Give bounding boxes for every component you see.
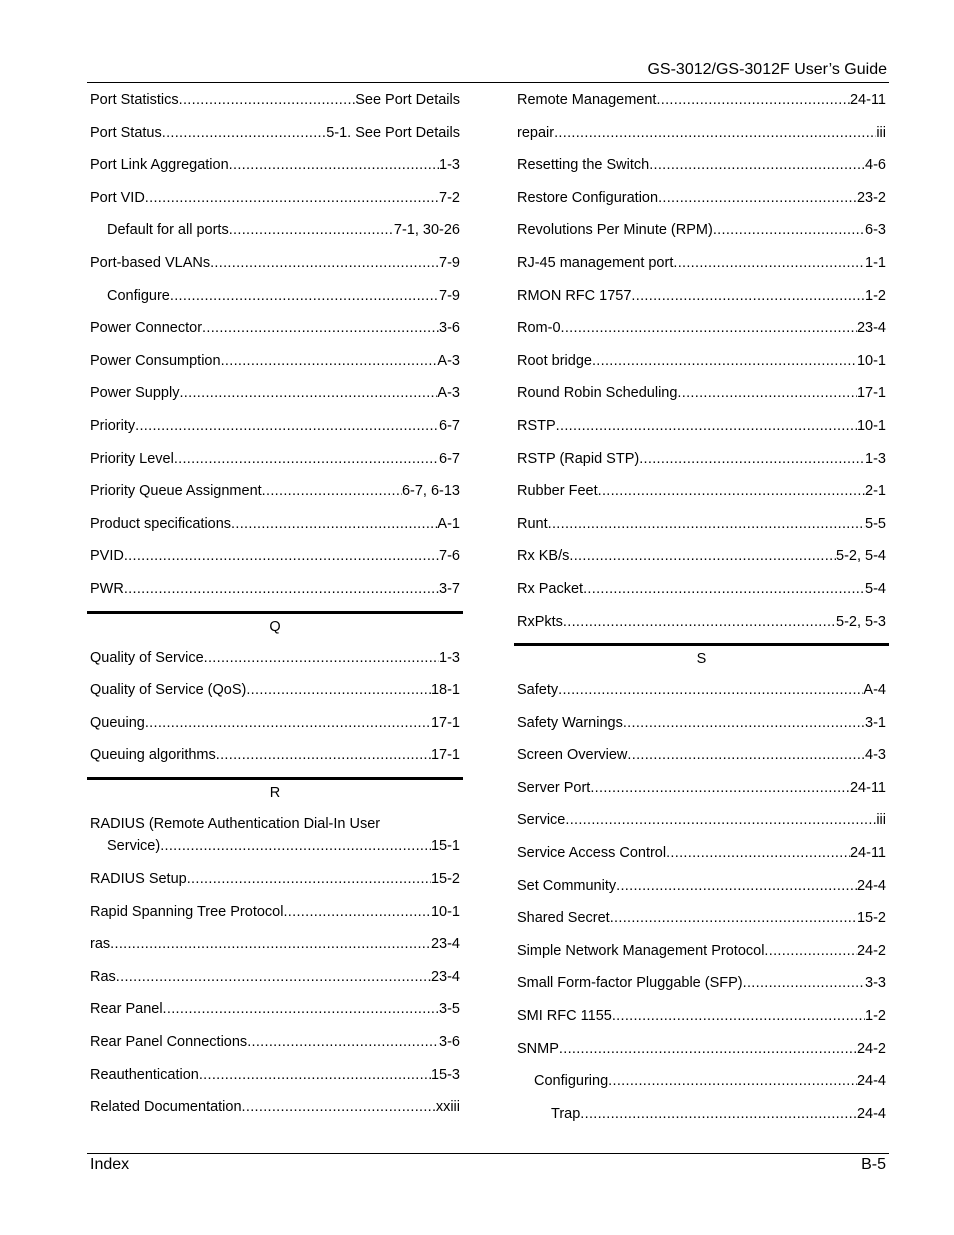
index-entry — [87, 122, 463, 145]
index-term: Priority Queue Assignment — [90, 483, 262, 500]
index-entry — [514, 842, 889, 865]
index-entry — [87, 1064, 463, 1087]
index-entry — [87, 448, 463, 471]
index-term: Rubber Feet — [517, 483, 598, 500]
index-term: Product specifications — [90, 515, 232, 532]
index-page-ref: See Port Details — [355, 92, 460, 108]
index-page-ref: 6-7 — [439, 417, 460, 434]
index-page-ref: iii — [876, 124, 886, 141]
index-entry — [514, 545, 889, 568]
index-term: Rear Panel — [90, 1001, 163, 1018]
index-term: Service — [517, 812, 566, 829]
dot-leader — [580, 1103, 857, 1126]
dot-leader — [199, 1064, 431, 1087]
index-page-ref: 7-9 — [439, 254, 460, 271]
index-term: Shared Secret — [517, 910, 610, 927]
index-entry — [87, 868, 463, 891]
index-group-r-left — [87, 868, 463, 1119]
index-entry — [87, 679, 463, 702]
index-term: Port-based VLANs — [90, 254, 211, 271]
index-term: Rear Panel Connections — [90, 1034, 248, 1051]
section-heading-s: S — [514, 643, 889, 670]
index-page-ref: 24-4 — [856, 1105, 886, 1122]
footer-rule — [87, 1153, 889, 1154]
dot-leader — [608, 1070, 857, 1093]
index-term: Server Port — [517, 779, 591, 796]
index-entry — [514, 1070, 889, 1093]
index-page-ref: A-3 — [437, 352, 460, 369]
index-entry — [87, 647, 463, 670]
dot-leader — [187, 868, 431, 891]
dot-leader — [246, 679, 431, 702]
index-term: Ras — [90, 968, 116, 985]
index-group-q — [87, 647, 463, 767]
index-page-ref: 7-1, 30-26 — [393, 222, 460, 239]
index-page-ref: 5-4 — [865, 580, 886, 597]
dot-leader — [556, 415, 857, 438]
dot-leader — [179, 89, 356, 112]
index-term: Safety Warnings — [517, 714, 623, 731]
index-entry-radius — [87, 813, 463, 858]
index-entry — [87, 933, 463, 956]
section-heading-q: Q — [87, 611, 463, 638]
index-page-ref: 15-3 — [430, 1066, 460, 1083]
index-entry — [87, 187, 463, 210]
dot-leader — [242, 1096, 436, 1119]
index-entry — [514, 679, 889, 702]
dot-leader — [673, 252, 865, 275]
header-rule — [87, 82, 889, 83]
index-entry-radius-page: 15-1 — [430, 838, 460, 855]
index-page-ref: 7-9 — [439, 287, 460, 304]
index-term: Port Statistics — [90, 92, 179, 108]
index-entry — [514, 578, 889, 601]
index-term: Rom-0 — [517, 320, 561, 337]
index-term: RxPkts — [517, 613, 563, 630]
dot-leader — [677, 382, 857, 405]
index-page-ref: iii — [876, 812, 886, 829]
index-term: Reauthentication — [90, 1066, 199, 1083]
index-entry — [514, 611, 889, 634]
index-entry — [87, 219, 463, 242]
index-term: Queuing algorithms — [90, 747, 216, 764]
index-term: PWR — [90, 580, 124, 597]
index-page-ref: 3-7 — [439, 580, 460, 597]
dot-leader — [110, 933, 431, 956]
index-entry — [514, 219, 889, 242]
index-page-ref: A-4 — [863, 682, 886, 699]
index-page-ref: 5-2, 5-3 — [836, 613, 886, 630]
dot-leader — [145, 712, 431, 735]
index-page-ref: 1-2 — [865, 287, 886, 304]
index-term: Revolutions Per Minute (RPM) — [517, 222, 713, 239]
index-page-ref: 3-5 — [439, 1001, 460, 1018]
index-entry — [514, 89, 889, 112]
index-entry — [87, 252, 463, 275]
dot-leader — [598, 480, 865, 503]
index-page-ref: 24-2 — [856, 942, 886, 959]
index-term: Queuing — [90, 714, 145, 731]
index-term: Safety — [517, 682, 559, 699]
index-entry — [87, 998, 463, 1021]
dot-leader — [558, 679, 863, 702]
dot-leader — [116, 966, 431, 989]
dot-leader — [656, 89, 850, 112]
dot-leader — [666, 842, 850, 865]
index-entry — [87, 285, 463, 308]
index-page-ref: 10-1 — [430, 903, 460, 920]
index-entry — [514, 317, 889, 340]
index-term: Set Community — [517, 877, 617, 894]
index-page-ref: 17-1 — [430, 714, 460, 731]
index-entry — [514, 940, 889, 963]
dot-leader — [561, 317, 857, 340]
index-page-ref: 23-2 — [856, 189, 886, 206]
index-term: Small Form-factor Pluggable (SFP) — [517, 975, 743, 992]
index-term: PVID — [90, 548, 124, 565]
dot-leader — [639, 448, 865, 471]
index-term: repair — [517, 124, 555, 141]
index-term: Port VID — [90, 189, 145, 206]
index-page-ref: 2-1 — [865, 483, 886, 500]
dot-leader — [179, 382, 437, 405]
index-entry — [514, 415, 889, 438]
dot-leader — [649, 154, 865, 177]
index-page-ref: 1-2 — [865, 1008, 886, 1025]
dot-leader — [124, 578, 439, 601]
index-page-ref: 4-6 — [865, 157, 886, 174]
index-page-ref: 6-7, 6-13 — [401, 483, 460, 500]
dot-leader — [210, 252, 439, 275]
index-page-ref: 3-6 — [439, 320, 460, 337]
index-page-ref: 24-4 — [856, 877, 886, 894]
dot-leader — [592, 350, 857, 373]
index-page-ref: 5-2, 5-4 — [836, 548, 886, 565]
index-page-ref: 5-5 — [865, 515, 886, 532]
index-page-ref: 6-7 — [439, 450, 460, 467]
index-page-ref: 24-11 — [849, 845, 886, 862]
dot-leader — [135, 415, 439, 438]
index-entry — [87, 1096, 463, 1119]
index-page-ref: 24-11 — [849, 92, 886, 108]
index-page-ref: 15-2 — [430, 871, 460, 888]
index-entry — [87, 154, 463, 177]
dot-leader — [262, 480, 402, 503]
index-page-ref: A-1 — [437, 515, 460, 532]
index-entry-radius-line1: RADIUS (Remote Authentication Dial-In User — [90, 815, 381, 832]
dot-leader — [283, 901, 431, 924]
dot-leader — [160, 835, 431, 858]
index-term: Power Consumption — [90, 352, 221, 369]
index-entry — [87, 712, 463, 735]
index-term: Priority — [90, 417, 136, 434]
index-entry — [514, 122, 889, 145]
index-page-ref: 1-1 — [865, 254, 886, 271]
index-term: Port Link Aggregation — [90, 157, 229, 174]
index-page-ref: 3-6 — [439, 1034, 460, 1051]
index-entry — [87, 545, 463, 568]
dot-leader — [162, 122, 326, 145]
footer-page-number: B-5 — [861, 1156, 886, 1173]
index-term: RSTP — [517, 417, 556, 434]
index-group-r-right — [514, 89, 889, 633]
index-term: RADIUS Setup — [90, 871, 187, 888]
dot-leader — [554, 122, 876, 145]
index-term: ras — [90, 936, 111, 953]
index-entry — [87, 966, 463, 989]
dot-leader — [565, 809, 876, 832]
index-term: Restore Configuration — [517, 189, 659, 206]
dot-leader — [229, 154, 439, 177]
dot-leader — [229, 219, 394, 242]
index-term: Simple Network Management Protocol — [517, 942, 765, 959]
dot-leader — [583, 578, 865, 601]
index-entry — [87, 513, 463, 536]
index-page-ref: A-3 — [437, 385, 460, 402]
index-term: Round Robin Scheduling — [517, 385, 678, 402]
index-term: RSTP (Rapid STP) — [517, 450, 640, 467]
index-page-ref: 23-4 — [856, 320, 886, 337]
index-term: Quality of Service (QoS) — [90, 682, 247, 699]
index-entry — [514, 154, 889, 177]
dot-leader — [216, 744, 431, 767]
index-term: Related Documentation — [90, 1099, 242, 1116]
dot-leader — [631, 285, 865, 308]
dot-leader — [616, 875, 857, 898]
index-page-ref: 7-6 — [439, 548, 460, 565]
index-term: Rapid Spanning Tree Protocol — [90, 903, 284, 920]
index-entry — [514, 513, 889, 536]
index-term: Remote Management — [517, 92, 657, 108]
index-entry-radius-line2: Service) — [107, 838, 161, 855]
dot-leader — [548, 513, 865, 536]
index-term: Resetting the Switch — [517, 157, 650, 174]
index-page-ref: 24-4 — [856, 1073, 886, 1090]
index-column-left — [87, 89, 463, 1129]
index-entry — [87, 578, 463, 601]
index-page-ref: 6-3 — [865, 222, 886, 239]
dot-leader — [163, 998, 439, 1021]
index-term: Rx Packet — [517, 580, 584, 597]
index-page-ref: 17-1 — [856, 385, 886, 402]
index-term: Configure — [107, 287, 170, 304]
index-term: SNMP — [517, 1040, 559, 1057]
dot-leader — [590, 777, 850, 800]
index-page-ref: 4-3 — [865, 747, 886, 764]
dot-leader — [247, 1031, 439, 1054]
index-term: SMI RFC 1155 — [517, 1008, 612, 1025]
dot-leader — [202, 317, 439, 340]
index-entry — [514, 480, 889, 503]
index-page-ref: 1-3 — [865, 450, 886, 467]
index-entry — [87, 350, 463, 373]
index-page-ref: 5-1. See Port Details — [326, 124, 460, 141]
dot-leader — [204, 647, 439, 670]
dot-leader — [145, 187, 439, 210]
index-page-ref: 10-1 — [856, 352, 886, 369]
index-term: Root bridge — [517, 352, 592, 369]
index-entry — [514, 252, 889, 275]
section-heading-r: R — [87, 777, 463, 804]
dot-leader — [559, 1038, 857, 1061]
dot-leader — [221, 350, 438, 373]
index-entry — [514, 382, 889, 405]
index-entry — [514, 972, 889, 995]
index-entry — [514, 1005, 889, 1028]
index-entry — [87, 382, 463, 405]
index-term: Rx KB/s — [517, 548, 570, 565]
index-term: Quality of Service — [90, 649, 204, 666]
index-entry — [87, 89, 463, 112]
index-entry — [514, 350, 889, 373]
index-group-p — [87, 89, 463, 601]
index-page-ref: 23-4 — [430, 936, 460, 953]
index-entry — [514, 777, 889, 800]
index-page-ref: 3-1 — [865, 714, 886, 731]
index-page-ref: 3-3 — [865, 975, 886, 992]
index-term: RJ-45 management port — [517, 254, 674, 271]
index-entry — [514, 809, 889, 832]
dot-leader — [612, 1005, 865, 1028]
dot-leader — [623, 712, 865, 735]
index-page-ref: 1-3 — [439, 157, 460, 174]
index-entry — [87, 744, 463, 767]
index-page-ref: 23-4 — [430, 968, 460, 985]
index-term: Power Supply — [90, 385, 180, 402]
index-entry — [87, 1031, 463, 1054]
index-group-s — [514, 679, 889, 1125]
index-term: Runt — [517, 515, 548, 532]
running-header-title: GS-3012/GS-3012F User’s Guide — [647, 61, 887, 78]
dot-leader — [658, 187, 857, 210]
index-entry — [514, 187, 889, 210]
index-entry — [514, 744, 889, 767]
index-page-ref: 15-2 — [856, 910, 886, 927]
index-page-ref: 7-2 — [439, 189, 460, 206]
dot-leader — [713, 219, 865, 242]
dot-leader — [231, 513, 437, 536]
dot-leader — [610, 907, 857, 930]
index-page-ref: 18-1 — [430, 682, 460, 699]
index-entry — [514, 1038, 889, 1061]
dot-leader — [563, 611, 836, 634]
index-entry — [514, 448, 889, 471]
dot-leader — [627, 744, 865, 767]
index-term: Configuring — [534, 1073, 609, 1090]
index-entry — [514, 1103, 889, 1126]
dot-leader — [170, 285, 439, 308]
index-term: Power Connector — [90, 320, 203, 337]
index-entry — [87, 317, 463, 340]
dot-leader — [764, 940, 857, 963]
index-term: Service Access Control — [517, 845, 667, 862]
dot-leader — [174, 448, 439, 471]
index-term: Default for all ports — [107, 222, 229, 239]
index-page-ref: 10-1 — [856, 417, 886, 434]
index-page-ref: xxiii — [435, 1099, 460, 1116]
index-entry — [514, 907, 889, 930]
index-entry — [87, 415, 463, 438]
index-page-ref: 17-1 — [430, 747, 460, 764]
footer-section-label: Index — [90, 1156, 130, 1173]
index-entry — [87, 901, 463, 924]
index-entry — [514, 285, 889, 308]
dot-leader — [124, 545, 439, 568]
index-page-ref: 1-3 — [439, 649, 460, 666]
index-page-ref: 24-11 — [849, 779, 886, 796]
index-column-right — [514, 89, 889, 1135]
index-entry — [87, 480, 463, 503]
index-term: Trap — [551, 1105, 581, 1122]
dot-leader — [743, 972, 865, 995]
index-term: Screen Overview — [517, 747, 628, 764]
index-entry — [514, 875, 889, 898]
dot-leader — [569, 545, 836, 568]
index-term: Port Status — [90, 124, 162, 141]
index-page-ref: 24-2 — [856, 1040, 886, 1057]
index-term: RMON RFC 1757 — [517, 287, 632, 304]
index-term: Priority Level — [90, 450, 174, 467]
index-entry — [514, 712, 889, 735]
